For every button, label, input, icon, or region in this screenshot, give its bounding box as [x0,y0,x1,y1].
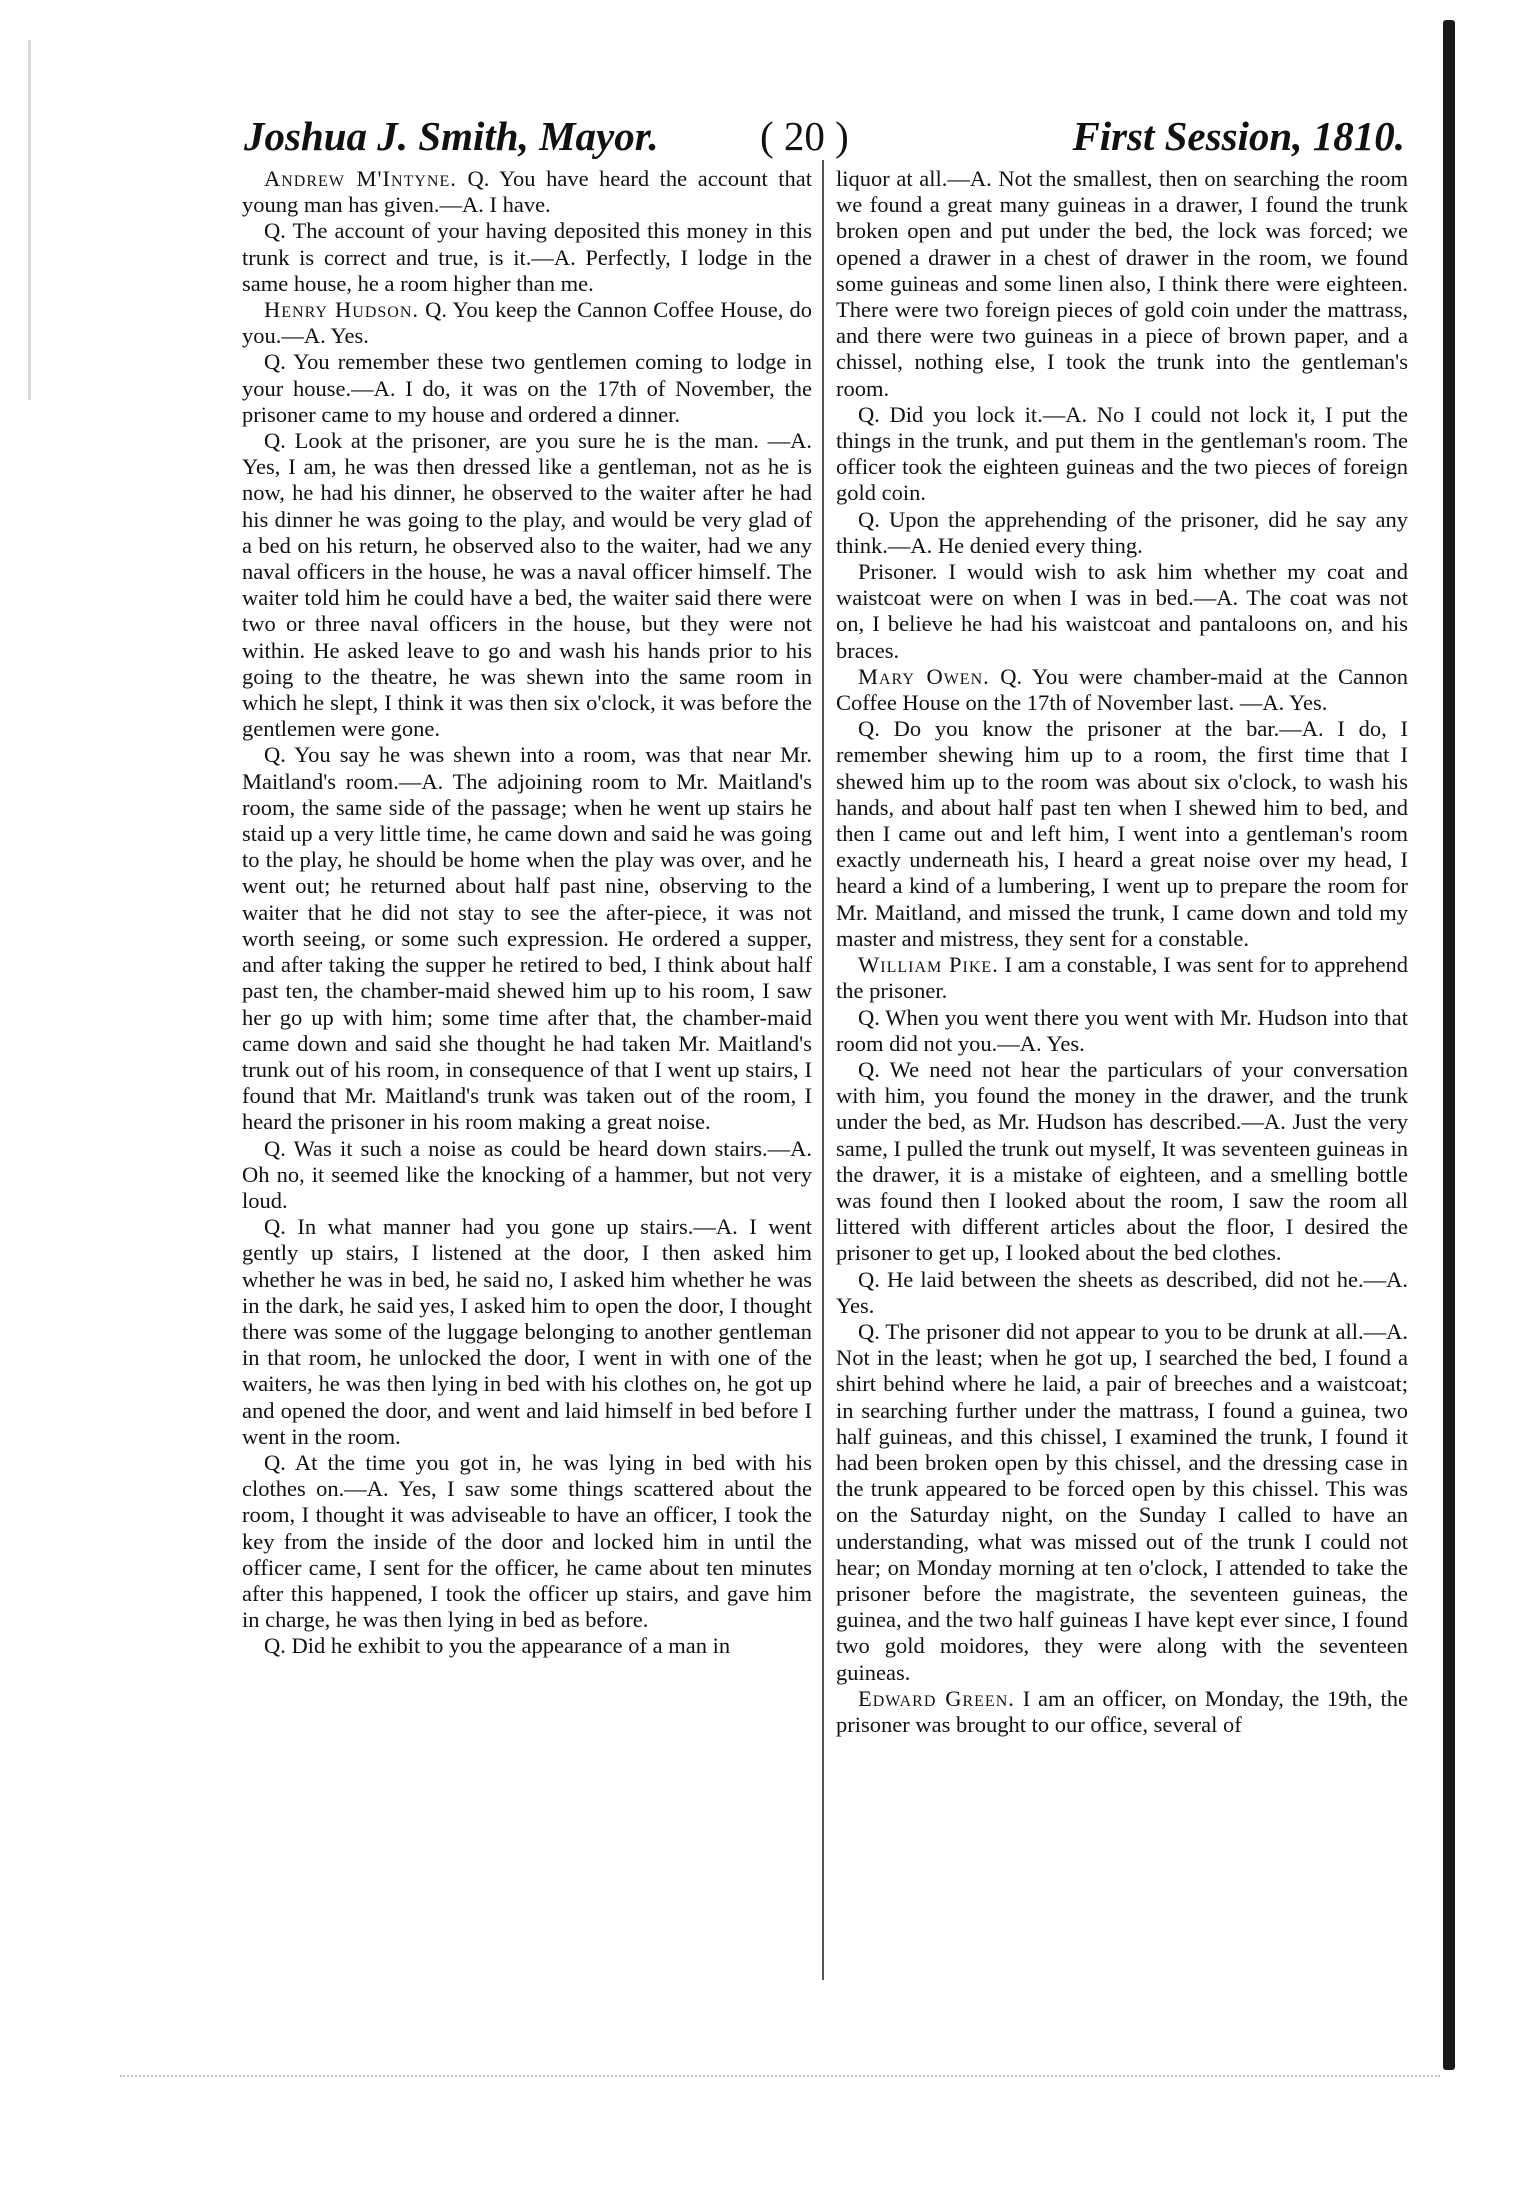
paragraph [242,1450,812,1633]
paragraph-text: Q. Did he exhibit to you the appearance of a man in [264,1633,731,1659]
paragraph [242,297,812,349]
paragraph-text: Q. You remember these two gentlemen coming to lodge in your house.—A. I do, it was on the 17th of November, the prisoner came to my house and ordered a dinner. [242,349,812,427]
paragraph-text: Q. We need not hear the particulars of your conversation with him, you found the money in the drawer, and the trunk under the bed, as Mr. Hudson has described.—A. Just the very same, I pulled the trunk out myself, It was seventeen guineas in the drawer, it is a mistake of eighteen, and a smelling bottle was found then I looked about the room, I saw the room all littered with different articles about the floor, I desired the prisoner to get up, I looked about the bed clothes. [836,1056,1408,1266]
speaker-name: Henry Hudson. [264,297,420,323]
speaker-name: Andrew M'Intyne. [264,166,457,191]
paragraph [836,1686,1408,1738]
page-edge-shadow [28,40,121,400]
paragraph [242,166,812,218]
paragraph-text: Q. The prisoner did not appear to you to be drunk at all.—A. Not in the least; when he got up, I searched the bed, I found a shirt behind where he laid, a pair of breeches and a waistcoat; in searching further under the mattrass, I found a guinea, two half guineas, and this chissel, I examined the trunk, I found it had been broken open by this chissel, and the dressing case in the trunk appeared to be forced open by this chissel. This was on the Saturday night, on the Sunday I called to have an understanding, what was missed out of the trunk I could not hear; on Monday morning at ten o'clock, I attended to take the prisoner before the magistrate, the seventeen guineas, the guinea, and the two half guineas I have kept ever since, I found two gold moidores, they were along with the seventeen guineas. [836,1318,1408,1685]
paragraph [836,1005,1408,1057]
right-column [836,166,1408,1738]
paragraph-text: Q. Was it such a noise as could be heard down stairs.—A. Oh no, it seemed like the knocking of a hammer, but not very loud. [242,1135,812,1213]
page-number: ( 20 ) [760,113,849,159]
paragraph-text: Q. You say he was shewn into a room, was that near Mr. Maitland's room.—A. The adjoining room to Mr. Maitland's room, the same side of the passage; when he went up stairs he staid up a very little time, he came down and said he was going to the play, he should be home when the play was over, and he went out; he returned about half past nine, observing to the waiter that he did not stay to see the after-piece, it was not worth seeing, or some such expression. He ordered a supper, and after taking the supper he retired to bed, I think about half past ten, the chamber-maid shewed him up to his room, I saw her go up with him; some time after that, the chamber-maid came down and said she thought he had taken Mr. Maitland's trunk out of his room, in consequence of that I went up stairs, I found that Mr. Maitland's trunk was taken out of the room, I heard the prisoner in his room making a great noise. [242,742,812,1135]
paragraph [836,952,1408,1004]
paragraph [242,1633,812,1659]
running-head-left: Joshua J. Smith, Mayor. [244,113,659,159]
paragraph [242,742,812,1135]
paragraph [836,716,1408,952]
paragraph [836,664,1408,716]
paragraph [836,166,1408,402]
paragraph [242,1214,812,1450]
paragraph-text: Q. When you went there you went with Mr. Hudson into that room did not you.—A. Yes. [836,1004,1408,1056]
paragraph [836,1057,1408,1267]
paragraph-text: Prisoner. I would wish to ask him whether my coat and waistcoat were on when I was in bed.—A. The coat was not on, I believe he had his waistcoat and pantaloons on, and his braces. [836,559,1408,663]
running-head-right: First Session, 1810. [1072,113,1405,159]
paragraph-text: Q. He laid between the sheets as described, did not he.—A. Yes. [836,1266,1408,1318]
paragraph [242,428,812,742]
binding-edge [1443,20,1455,2070]
paragraph-text: Q. You were chamber-maid at the Cannon Coffee House on the 17th of November last. —A. Yes. [836,663,1408,716]
paragraph [836,1319,1408,1686]
paragraph [836,559,1408,664]
paragraph-text: Q. The account of your having deposited this money in this trunk is correct and true, is it.—A. Perfectly, I lodge in the same house, he a room higher than me. [242,218,812,296]
paragraph-text: Q. Look at the prisoner, are you sure he is the man. —A. Yes, I am, he was then dressed like a gentleman, not as he is now, he had his dinner, he observed to the waiter after he had his dinner he was going to the play, and would be very glad of a bed on his return, he observed also to the waiter, had we any naval officers in the house, he was a naval officer himself. The waiter told him he could have a bed, the waiter said there were two or three naval officers in the house, but they were not within. He asked leave to go and wash his hands prior to his going to the theatre, he was shewn into the same room in which he slept, I think it was then six o'clock, it was before the gentlemen were gone. [242,428,812,742]
page-bottom-edge [120,2075,1440,2078]
paragraph [242,1136,812,1215]
paragraph-text: Q. In what manner had you gone up stairs.—A. I went gently up stairs, I listened at the door, I then asked him whether he was in bed, he said no, I asked him whether he was in the dark, he said yes, I asked him to open the door, I thought there was some of the luggage belonging to another gentleman in that room, he unlocked the door, I went in with one of the waiters, he was then lying in bed with his clothes on, he got up and opened the door, and went and laid himself in bed before I went in the room. [242,1214,812,1449]
paragraph-text: Q. Do you know the prisoner at the bar.—A. I do, I remember shewing him up to a room, the first time that I shewed him up to the room was about six o'clock, to wash his hands, and about half past ten when I shewed him to bed, and then I came out and left him, I went into a gentleman's room exactly underneath his, I heard a great noise over my head, I heard a kind of a lumbering, I went up to prepare the room for Mr. Maitland, and missed the trunk, I came down and told my master and mistress, they sent for a constable. [836,716,1408,951]
paragraph [242,218,812,297]
speaker-name: Edward Green. [858,1685,1015,1711]
speaker-name: William Pike. [858,952,999,978]
paragraph [836,507,1408,559]
paragraph-text: Q. Did you lock it.—A. No I could not lock it, I put the things in the trunk, and put them in the gentleman's room. The officer took the eighteen guineas and the two pieces of foreign gold coin. [836,401,1408,506]
paragraph-text: Q. Upon the apprehending of the prisoner, did he say any think.—A. He denied every thing. [836,506,1408,558]
paragraph [242,349,812,428]
paragraph-text: I am a constable, I was sent for to apprehend the prisoner. [836,952,1408,1004]
paragraph-text: Q. You keep the Cannon Coffee House, do you.—A. Yes. [242,297,812,349]
speaker-name: Mary Owen. [858,663,990,689]
paragraph-text: liquor at all.—A. Not the smallest, then on searching the room we found a great many guineas in a drawer, I found the trunk broken open and put under the bed, the lock was forced; we opened a drawer in a chest of drawer in the room, we found some guineas and some linen also, I think there were eighteen. There were two foreign pieces of gold coin under the mattrass, and there were two guineas in a piece of brown paper, and a chissel, nothing else, I took the trunk into the gentleman's room. [836,166,1408,401]
paragraph [836,1267,1408,1319]
paragraph-text: Q. At the time you got in, he was lying in bed with his clothes on.—A. Yes, I saw some things scattered about the room, I thought it was adviseable to have an officer, I took the key from the inside of the door and locked him in until the officer came, I sent for the officer, he came about ten minutes after this happened, I took the officer up stairs, and gave him in charge, he was then lying in bed as before. [242,1449,812,1633]
paragraph-text: Q. You have heard the account that young man has given.—A. I have. [242,166,813,218]
paragraph [836,402,1408,507]
column-divider [822,160,824,1980]
left-column [242,166,812,1660]
paragraph-text: I am an officer, on Monday, the 19th, the prisoner was brought to our office, several of [836,1685,1408,1737]
